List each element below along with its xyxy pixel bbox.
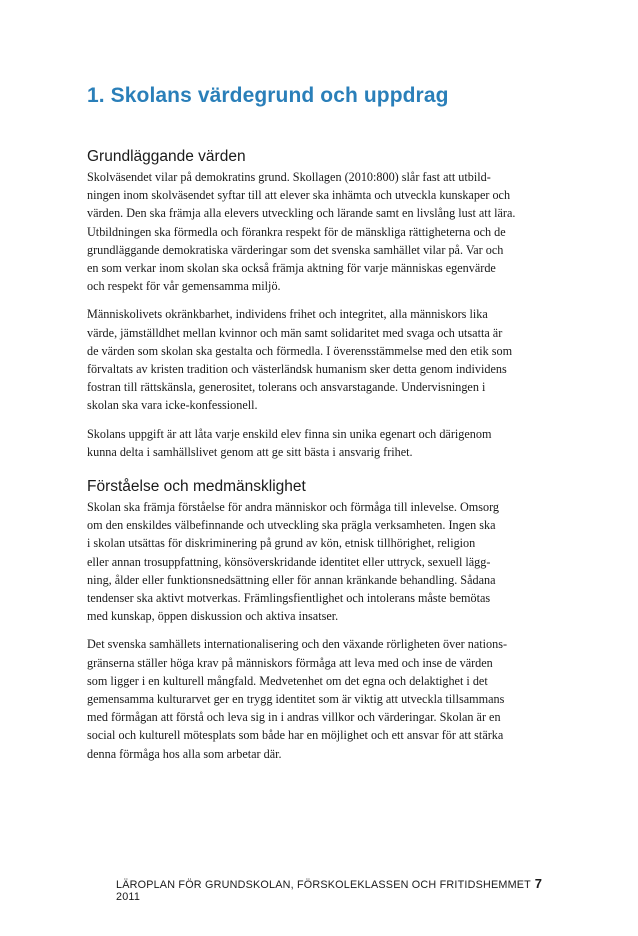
body-paragraph: Skolans uppgift är att låta varje enskild elev finna sin unika egenart och därigenom kunna delta i samhällslivet genom att ge sitt bästa i ansvarig frihet. [87, 426, 492, 459]
body-paragraph: Skolväsendet vilar på demokratins grund. Skollagen (2010:800) slår fast att utbild- ningen inom skolväsendet syftar till att elever ska inhämta och utveckla kunskaper och värden. Den ska främja alla elevers utveckling och lärande samt en livslång lust att lära. Utbildningen ska förmedla och förankra respekt för de mänskliga rättigheterna och de grundläggande demokratiska värderingar som det svenska samhället vilar på. Var och en som verkar inom skolan ska också främja aktning för varje människas egenvärde och respekt för vår gemensamma miljö. [87, 170, 516, 294]
section-heading: Förståelse och medmänsklighet [87, 478, 306, 496]
page-footer [116, 876, 542, 903]
section-forstaelse-och-medmansklighet [87, 476, 553, 763]
page-content [87, 146, 553, 763]
footer-document-title: LÄROPLAN FÖR GRUNDSKOLAN, FÖRSKOLEKLASSEN OCH FRITIDSHEMMET 2011 [116, 879, 531, 903]
section-heading: Grundläggande värden [87, 148, 246, 165]
body-paragraph: Det svenska samhällets internationalisering och den växande rörligheten över nations- gränserna ställer höga krav på människors förmåga att leva med och inse de värden som ligger i en kulturell mångfald. Medvetenhet om det egna och delaktighet i det gemensamma kulturarvet ger en trygg identitet som är viktig att utveckla tillsammans med förmågan att förstå och leva sig in i andras villkor och värderingar. Skolan är en social och kulturell mötesplats som både har en möjlighet och ett ansvar för att stärka denna förmåga hos alla som arbetar där. [87, 637, 507, 761]
body-paragraph: Människolivets okränkbarhet, individens frihet och integritet, alla människors lika värde, jämställdhet mellan kvinnor och män samt solidaritet med svaga och utsatta är de värden som skolan ska gestalta och förmedla. I överensstämmelse med den etik som förvaltats av kristen tradition och västerländsk humanism sker detta genom individens fostran till rättskänsla, generositet, tolerans och ansvarstagande. Undervisningen i skolan ska vara icke-konfessionell. [87, 307, 513, 413]
chapter-title: 1. Skolans värdegrund och uppdrag [87, 84, 449, 107]
section-grundlaggande-varden [87, 146, 553, 461]
page-number: 7 [534, 876, 542, 891]
body-paragraph: Skolan ska främja förståelse för andra människor och förmåga till inlevelse. Omsorg om den enskildes välbefinnande och utveckling ska prägla verksamheten. Ingen ska i skolan utsättas för diskriminering på grund av kön, etnisk tillhörighet, religion eller annan trosuppfattning, könsöverskridande identitet eller uttryck, sexuell lägg- ning, ålder eller funktionsnedsättning eller för annan kränkande behandling. Sådana tendenser ska aktivt motverkas. Främlingsfientlighet och intolerans måste bemötas med kunskap, öppen diskussion och aktiva insatser. [87, 500, 500, 624]
